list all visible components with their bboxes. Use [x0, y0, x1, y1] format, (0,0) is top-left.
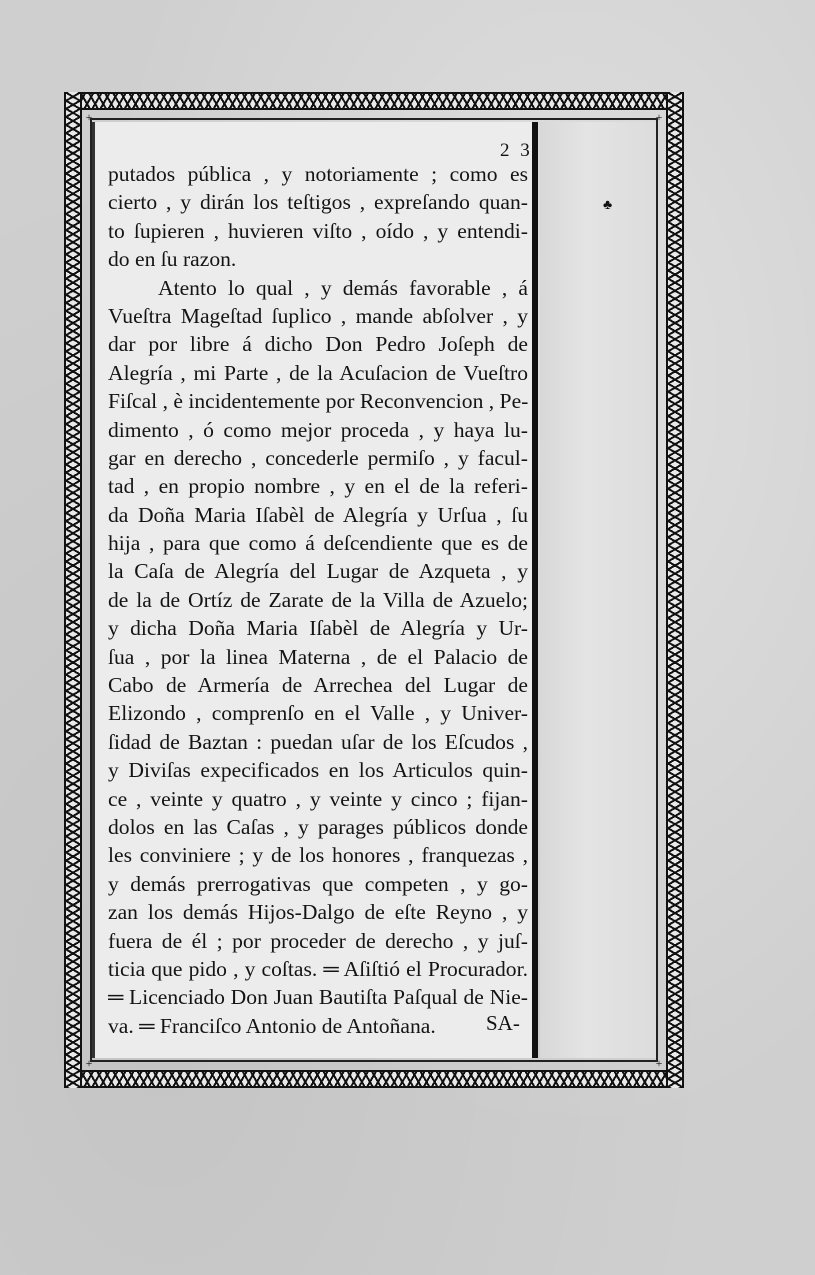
frame-bottom-ornament [64, 1070, 684, 1088]
text-line: hija , para que como á deſcendiente que es de [108, 531, 528, 556]
text-line: dimento , ó como mejor proceda , y haya lu- [108, 417, 528, 442]
text-line: de la de Ortíz de Zarate de la Villa de Azuelo; [108, 587, 528, 612]
text-line: to ſupieren , huvieren viſto , oído , y entendi- [108, 218, 528, 243]
corner-cross-icon: + [655, 110, 663, 124]
text-line: Atento lo qual , y demás favorable , á [158, 275, 528, 300]
frame-left-ornament [64, 92, 82, 1088]
text-line: la Caſa de Alegría del Lugar de Azqueta , y [108, 559, 528, 584]
text-line: cierto , y dirán los teſtigos , expreſando quan- [108, 190, 528, 215]
text-line: ſidad de Baztan : puedan uſar de los Eſcudos , [108, 729, 528, 754]
side-margin [540, 122, 656, 1058]
corner-cross-icon: + [85, 1056, 93, 1070]
text-line: do en ſu razon. [108, 247, 237, 272]
text-body [108, 160, 528, 1040]
text-line: ce , veinte y quatro , y veinte y cinco ; fijan- [108, 786, 528, 811]
text-line: Fiſcal , è incidentemente por Reconvencion , Pe- [108, 389, 528, 414]
corner-cross-icon: + [85, 110, 93, 124]
text-line: Cabo de Armería de Arrechea del Lugar de [108, 673, 528, 698]
text-line: Alegría , mi Parte , de la Acuſacion de Vueſtro [108, 360, 528, 385]
frame-right-ornament [666, 92, 684, 1088]
text-line: tad , en propio nombre , y en el de la referi- [108, 474, 528, 499]
catchword: SA- [486, 1011, 520, 1035]
text-line: va. ═ Franciſco Antonio de Antoñana. [108, 1013, 436, 1038]
page-number: 2 3 [500, 140, 533, 161]
text-line: Elizondo , comprenſo en el Valle , y Univer- [108, 701, 528, 726]
text-line: putados pública , y notoriamente ; como es [108, 162, 528, 186]
text-line: gar en derecho , concederle permiſo , y facul- [108, 445, 528, 470]
text-line: dolos en las Caſas , y parages públicos donde [108, 814, 528, 839]
text-line: ſua , por la linea Materna , de el Palacio de [108, 644, 528, 669]
panel-left-rule [92, 122, 95, 1058]
text-line: da Doña Maria Iſabèl de Alegría y Urſua , ſu [108, 502, 528, 527]
text-line: fuera de él ; por proceder de derecho , y juſ- [108, 928, 528, 953]
text-line: y Diviſas expecificados en los Articulos quin- [108, 758, 528, 783]
text-line: dar por libre á dicho Don Pedro Joſeph de [108, 332, 528, 357]
text-line: Vueſtra Mageſtad ſuplico , mande abſolver , y [108, 303, 528, 328]
text-line: ticia que pido , y coſtas. ═ Aſiſtió el Procurador. [108, 956, 528, 981]
text-line: y dicha Doña Maria Iſabèl de Alegría y Ur- [108, 616, 528, 641]
text-line: zan los demás Hijos-Dalgo de eſte Reyno , y [108, 900, 528, 925]
ink-blot-icon: ♣ [603, 198, 613, 213]
panel-right-rule [532, 122, 538, 1058]
corner-cross-icon: + [655, 1056, 663, 1070]
text-line: y demás prerrogativas que competen , y go- [108, 871, 528, 896]
frame-top-ornament [64, 92, 684, 110]
text-line: ═ Licenciado Don Juan Bautiſta Paſqual de Nie- [108, 985, 528, 1010]
text-line: les conviniere ; y de los honores , franquezas , [108, 843, 528, 868]
